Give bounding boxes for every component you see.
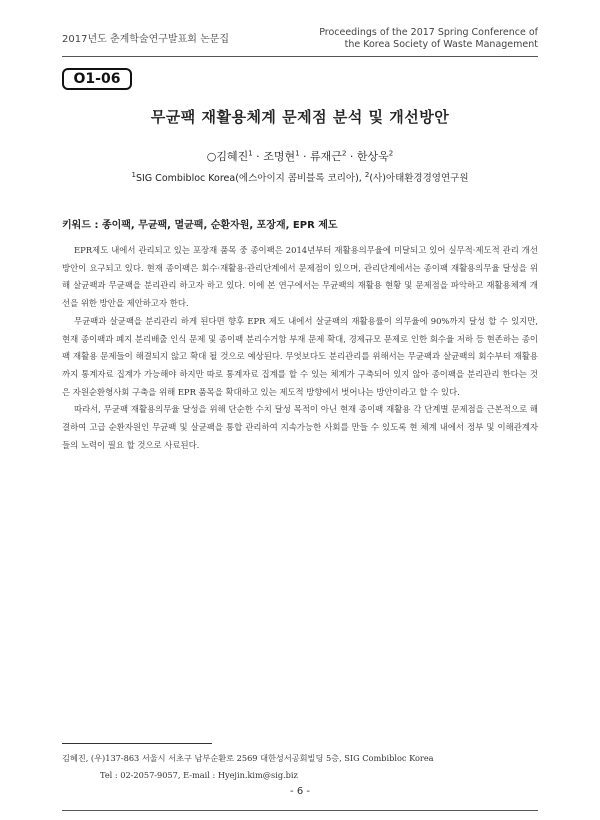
footnote bbox=[62, 750, 434, 784]
abstract-body bbox=[62, 242, 538, 454]
running-header-right-line2: the Korea Society of Waste Management bbox=[344, 39, 538, 50]
affiliations bbox=[62, 170, 538, 184]
affil-sup: 2 bbox=[364, 170, 370, 179]
author-name: 류재근 bbox=[310, 150, 342, 163]
author-separator: · bbox=[299, 150, 311, 163]
header-rule bbox=[62, 56, 538, 57]
paragraph: 따라서, 무균팩 재활용의무율 달성을 위해 단순한 수치 달성 목적이 아닌 현재 종이팩 재활용 각 단계별 문제점을 근본적으로 해결하여 고급 순환자원인 무균팩 및 살균팩을 통합 관리하여 지속가능한 사회를 만들 수 있도록 현 체계 내에서 정부 및 이해관계자들의 노력이 필요 할 것으로 사료된다. bbox=[62, 404, 538, 450]
author-affil-sup: 1 bbox=[248, 149, 253, 158]
running-header-left: 2017년도 춘계학술연구발표회 논문집 bbox=[62, 34, 230, 45]
author-name: 조명현 bbox=[263, 150, 296, 163]
footnote-address: 김혜진, (우)137-863 서울시 서초구 남부순환로 2569 대한성서공회빌딩 5층, SIG Combibloc Korea bbox=[62, 753, 434, 763]
author-affil-sup: 2 bbox=[341, 149, 347, 158]
author-name: ○김혜진 bbox=[206, 150, 249, 163]
paragraph: EPR제도 내에서 관리되고 있는 포장재 품목 중 종이팩은 2014년부터 재활용의무율에 미달되고 있어 실무적·제도적 관리 개선방안이 요구되고 있다. 현재 종이팩은 회수·재활용·관리단계에서 문제점이 있으며, 관리단계에서는 종이팩 재활용의무율 달성을 위해 살균팩과 무균팩을 분리관리 하고자 하고 있다. 이에 본 연구에서는 무균팩의 재활용 현황 및 문제점을 파악하고 재활용체계 개선을 위한 방안을 제안하고자 한다. bbox=[62, 245, 538, 309]
footer-rule bbox=[62, 810, 538, 811]
author-separator: · bbox=[252, 150, 264, 163]
author-affil-sup: 2 bbox=[388, 149, 394, 158]
affil-sup: 1 bbox=[131, 170, 136, 179]
running-header-right bbox=[298, 27, 538, 51]
footnote-contact: Tel : 02-2057-9057, E-mail : Hyejin.kim@sig.biz bbox=[100, 770, 298, 780]
footnote-rule bbox=[62, 743, 212, 744]
author-list bbox=[62, 148, 538, 164]
page-number: - 6 - bbox=[290, 786, 310, 797]
affiliation-1: SIG Combibloc Korea(에스아이지 콤비블록 코리아), bbox=[135, 173, 362, 184]
author-affil-sup: 1 bbox=[295, 149, 300, 158]
affiliation-2: (사)아태환경경영연구원 bbox=[369, 173, 469, 184]
author-separator: · bbox=[346, 150, 357, 163]
paper-code-badge: O1-06 bbox=[62, 68, 132, 90]
paper-title: 무균팩 재활용체계 문제점 분석 및 개선방안 bbox=[150, 108, 450, 126]
paragraph: 무균팩과 살균팩을 분리관리 하게 된다면 향후 EPR 제도 내에서 살균팩의 재활용률이 의무율에 90%까지 달성 할 수 있지만, 현재 종이팩과 폐지 분리배출 인식 문제 및 종이팩 분리수거함 부재 문제 확대, 경제규모 문제로 인한 회수율 저하 등 현존하는 종이팩 재활용 문제들이 해결되지 않고 확대 될 것으로 예상된다. 무엇보다도 분리관리를 위해서는 무균팩과 살균팩의 회수부터 재활용까지 통계자료 집계가 가능해야 하지만 따로 통계자료 집계를 할 수 있는 체계가 구축되어 있지 않아 종이팩을 분리관리 한다는 것은 자원순환형사회 구축을 위해 EPR 품목을 확대하고 있는 제도적 방향에서 벗어나는 방안이라고 할 수 있다. bbox=[62, 315, 538, 397]
running-header-right-line1: Proceedings of the 2017 Spring Conference of bbox=[319, 27, 538, 38]
author-name: 한상욱 bbox=[356, 150, 389, 163]
keywords: 키워드 : 종이팩, 무균팩, 멸균팩, 순환자원, 포장재, EPR 제도 bbox=[62, 220, 338, 231]
